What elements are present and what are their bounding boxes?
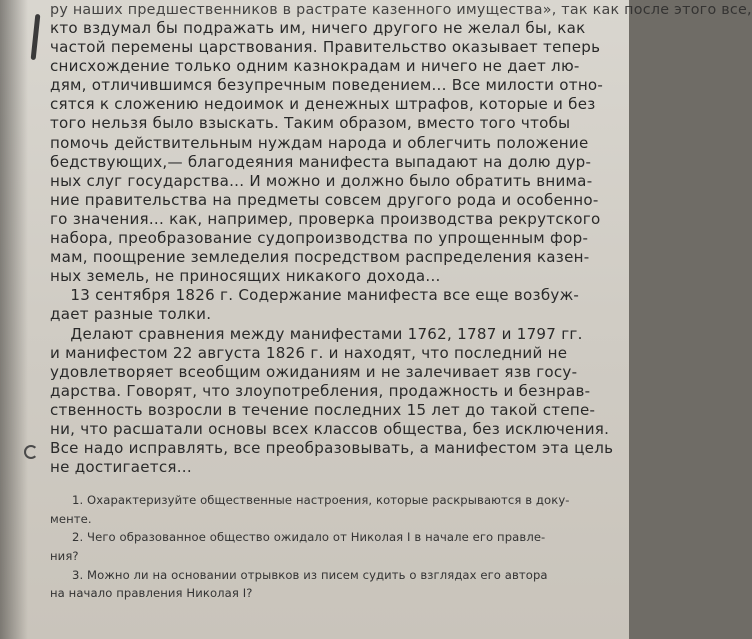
text-line: ру наших предшественников в растрате казенного имущества», так как после этого все, — [50, 2, 752, 18]
text-line: бедствующих,— благодеяния манифеста выпадают на долю дур- — [50, 153, 592, 171]
text-line: и манифестом 22 августа 1826 г. и находят, что последний не — [50, 344, 568, 362]
question-line: 2. Чего образованное общество ожидало от Николая I в начале его правле- — [72, 530, 546, 545]
margin-circle-mark — [24, 445, 38, 459]
text-line: не достигается... — [50, 459, 192, 477]
text-line: набора, преобразование судопроизводства по упрощенным фор- — [50, 230, 589, 248]
text-line: ных земель, не приносящих никакого дохода... — [50, 268, 441, 286]
question-line: ния? — [50, 549, 79, 564]
text-line: ни, что расшатали основы всех классов общества, без исключения. — [50, 420, 610, 438]
page-gutter-shadow — [0, 0, 28, 639]
text-line: помочь действительным нуждам народа и облегчить положение — [50, 134, 589, 152]
text-line: сятся к сложению недоимок и денежных штрафов, которые и без — [50, 96, 596, 114]
handwritten-margin-mark — [31, 14, 41, 60]
text-line: мам, поощрение земледелия посредством распределения казен- — [50, 249, 590, 267]
text-line: ственность возросли в течение последних 15 лет до такой степе- — [50, 401, 596, 419]
question-line: менте. — [50, 511, 92, 526]
question-line: на начало правления Николая I? — [50, 586, 253, 601]
text-line: 13 сентября 1826 г. Содержание манифеста все еще возбуж- — [70, 287, 580, 305]
text-line: того нельзя было взыскать. Таким образом, вместо того чтобы — [50, 115, 571, 133]
text-line: дям, отличившимся безупречным поведением... Все милости отно- — [50, 77, 604, 95]
text-line: кто вздумал бы подражать им, ничего другого не желал бы, как — [50, 20, 586, 37]
question-line: 3. Можно ли на основании отрывков из писем судить о взглядах его автора — [72, 567, 548, 582]
text-line: удовлетворяет всеобщим ожиданиям и не залечивает язв госу- — [50, 363, 578, 381]
text-line: частой перемены царствования. Правительство оказывает теперь — [50, 39, 601, 57]
text-line: го значения... как, например, проверка производства рекрутского — [50, 210, 601, 228]
text-line: дарства. Говорят, что злоупотребления, продажность и безнрав- — [50, 382, 591, 400]
text-line: ных слуг государства... И можно и должно было обратить внима- — [50, 172, 593, 190]
text-line: Все надо исправлять, все преобразовывать, а манифестом эта цель — [50, 440, 614, 458]
section-gap — [50, 477, 618, 491]
text-line: ние правительства на предметы совсем другого рода и особенно- — [50, 191, 599, 209]
text-line: дает разные толки. — [50, 306, 212, 324]
question-line: 1. Охарактеризуйте общественные настроения, которые раскрываются в доку- — [72, 493, 570, 508]
text-line: Делают сравнения между манифестами 1762, 1787 и 1797 гг. — [70, 325, 583, 343]
document-text — [50, 2, 752, 603]
text-line: снисхождение только одним казнокрадам и ничего не дает лю- — [50, 58, 580, 76]
